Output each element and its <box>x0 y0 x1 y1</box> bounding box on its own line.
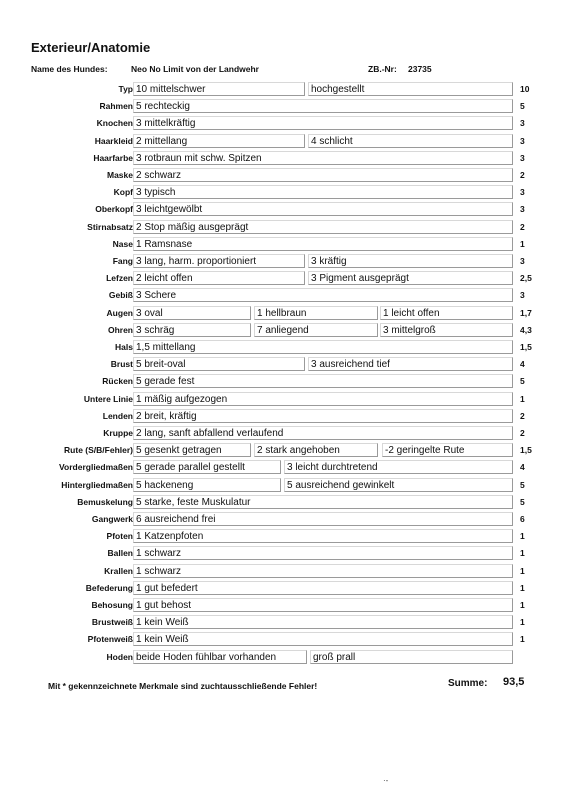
trait-value-field[interactable]: 1 hellbraun <box>254 306 378 320</box>
trait-score: 3 <box>520 204 525 214</box>
trait-row <box>0 151 566 167</box>
trait-row <box>0 220 566 236</box>
trait-row <box>0 323 566 339</box>
zb-number-value: 23735 <box>408 64 432 74</box>
trait-label: Hoden <box>106 652 133 662</box>
trait-value-field[interactable]: 3 Schere <box>133 288 513 302</box>
trait-score: 3 <box>520 153 525 163</box>
page-title: Exterieur/Anatomie <box>31 40 151 55</box>
trait-label: Krallen <box>104 566 133 576</box>
trait-label: Ohren <box>107 325 133 335</box>
trait-label: Pfotenweiß <box>87 634 133 644</box>
trait-label: Gangwerk <box>91 514 133 524</box>
trait-score: 4 <box>520 359 525 369</box>
trait-score: 1 <box>520 617 525 627</box>
trait-value-field[interactable]: 5 hackeneng <box>133 478 281 492</box>
trait-value-field[interactable]: 5 gerade parallel gestellt <box>133 460 281 474</box>
trait-row <box>0 512 566 528</box>
trait-score: 4,3 <box>520 325 532 335</box>
trait-label: Hals <box>115 342 133 352</box>
trait-value-field[interactable]: 5 gerade fest <box>133 374 513 388</box>
trait-label: Untere Linie <box>83 394 133 404</box>
trait-row <box>0 202 566 218</box>
trait-label: Kopf <box>113 187 133 197</box>
trait-value-field[interactable]: 3 leichtgewölbt <box>133 202 513 216</box>
trait-label: Befederung <box>85 583 133 593</box>
trait-row <box>0 374 566 390</box>
dog-name-label: Name des Hundes: <box>31 64 108 74</box>
trait-label: Haarfarbe <box>93 153 133 163</box>
trait-row <box>0 598 566 614</box>
trait-score: 3 <box>520 290 525 300</box>
trait-label: Brust <box>110 359 133 369</box>
trait-score: 3 <box>520 118 525 128</box>
trait-label: Kruppe <box>103 428 133 438</box>
trait-value-field[interactable]: 2 mittellang <box>133 134 305 148</box>
trait-value-field[interactable]: 3 oval <box>133 306 251 320</box>
trait-row <box>0 564 566 580</box>
trait-value-field[interactable]: 10 mittelschwer <box>133 82 305 96</box>
trait-value-field[interactable]: 3 lang, harm. proportioniert <box>133 254 305 268</box>
trait-row <box>0 426 566 442</box>
sum-value: 93,5 <box>503 676 525 688</box>
trait-score: 5 <box>520 376 525 386</box>
trait-score: 1 <box>520 634 525 644</box>
trait-row <box>0 82 566 98</box>
trait-score: 5 <box>520 497 525 507</box>
trait-score: 5 <box>520 101 525 111</box>
trait-row <box>0 340 566 356</box>
trait-row <box>0 357 566 373</box>
trait-label: Brustweiß <box>91 617 133 627</box>
trait-value-field[interactable]: 3 leicht durchtretend <box>284 460 513 474</box>
trait-label: Fang <box>112 256 133 266</box>
trait-value-field[interactable]: 2 leicht offen <box>133 271 305 285</box>
trait-label: Pfoten <box>106 531 133 541</box>
trait-value-field[interactable]: 1 mäßig aufgezogen <box>133 392 513 406</box>
trait-row <box>0 632 566 648</box>
trait-score: 2 <box>520 428 525 438</box>
trait-row <box>0 116 566 132</box>
trait-value-field[interactable]: 1 Ramsnase <box>133 237 513 251</box>
trait-value-field[interactable]: 1 gut befedert <box>133 581 513 595</box>
trait-row <box>0 271 566 287</box>
trait-row <box>0 288 566 304</box>
trait-value-field[interactable]: 2 Stop mäßig ausgeprägt <box>133 220 513 234</box>
trait-value-field[interactable]: 2 breit, kräftig <box>133 409 513 423</box>
trait-value-field[interactable]: 1 schwarz <box>133 546 513 560</box>
trait-row <box>0 495 566 511</box>
trait-value-field[interactable]: 3 mittelkräftig <box>133 116 513 130</box>
trait-value-field[interactable]: 3 schräg <box>133 323 251 337</box>
trait-score: 1,5 <box>520 342 532 352</box>
trait-label: Oberkopf <box>95 204 133 214</box>
trait-label: Haarkleid <box>94 136 133 146</box>
trait-score: 10 <box>520 84 530 94</box>
dog-name-value: Neo No Limit von der Landwehr <box>131 64 259 74</box>
trait-score: 1,5 <box>520 445 532 455</box>
trait-value-field[interactable]: 3 mittelgroß <box>380 323 513 337</box>
trait-row <box>0 168 566 184</box>
trait-score: 2,5 <box>520 273 532 283</box>
trait-value-field[interactable]: 3 typisch <box>133 185 513 199</box>
trait-score: 3 <box>520 187 525 197</box>
trait-row <box>0 546 566 562</box>
trait-row <box>0 237 566 253</box>
trait-value-field[interactable]: 1 Katzenpfoten <box>133 529 513 543</box>
trait-label: Augen <box>106 308 133 318</box>
trait-row <box>0 392 566 408</box>
trait-label: Knochen <box>96 118 133 128</box>
trait-score: 5 <box>520 480 525 490</box>
trait-row <box>0 581 566 597</box>
trait-label: Typ <box>118 84 133 94</box>
trait-row <box>0 460 566 476</box>
trait-row <box>0 409 566 425</box>
trait-value-field[interactable]: 1,5 mittellang <box>133 340 513 354</box>
trait-score: 3 <box>520 256 525 266</box>
trait-value-field[interactable]: 6 ausreichend frei <box>133 512 513 526</box>
trait-score: 4 <box>520 462 525 472</box>
trait-value-field[interactable]: 5 rechteckig <box>133 99 513 113</box>
trait-row <box>0 443 566 459</box>
trait-label: Rücken <box>102 376 133 386</box>
trait-score: 1 <box>520 583 525 593</box>
trait-row <box>0 185 566 201</box>
trait-label: Lenden <box>102 411 133 421</box>
trait-value-field[interactable]: 3 Pigment ausgeprägt <box>308 271 513 285</box>
trait-score: 2 <box>520 411 525 421</box>
trait-score: 3 <box>520 136 525 146</box>
trait-label: Ballen <box>107 548 133 558</box>
trait-score: 1 <box>520 600 525 610</box>
trait-value-field[interactable]: 2 schwarz <box>133 168 513 182</box>
trait-value-field[interactable]: groß prall <box>310 650 513 664</box>
trait-score: 1 <box>520 531 525 541</box>
trait-row <box>0 650 566 666</box>
trait-value-field[interactable]: 1 leicht offen <box>380 306 513 320</box>
trait-value-field[interactable]: 5 starke, feste Muskulatur <box>133 495 513 509</box>
trait-value-field[interactable]: beide Hoden fühlbar vorhanden <box>133 650 307 664</box>
trait-label: Gebiß <box>108 290 133 300</box>
trait-score: 2 <box>520 170 525 180</box>
trait-label: Maske <box>107 170 133 180</box>
trait-value-field[interactable]: 5 ausreichend gewinkelt <box>284 478 513 492</box>
zb-number-label: ZB.-Nr: <box>368 64 397 74</box>
scan-mark: ·- <box>383 776 389 785</box>
trait-label: Hintergliedmaßen <box>61 480 133 490</box>
trait-value-field[interactable]: -2 geringelte Rute <box>382 443 513 457</box>
trait-score: 6 <box>520 514 525 524</box>
trait-row <box>0 478 566 494</box>
trait-label: Bemuskelung <box>77 497 133 507</box>
trait-label: Vordergliedmaßen <box>59 462 133 472</box>
trait-value-field[interactable]: hochgestellt <box>308 82 513 96</box>
trait-value-field[interactable]: 1 schwarz <box>133 564 513 578</box>
trait-row <box>0 529 566 545</box>
trait-label: Nase <box>112 239 133 249</box>
footer-note: Mit * gekennzeichnete Merkmale sind zuchtausschließende Fehler! <box>48 681 318 691</box>
trait-value-field[interactable]: 4 schlicht <box>308 134 513 148</box>
trait-value-field[interactable]: 5 breit-oval <box>133 357 305 371</box>
trait-value-field[interactable]: 3 rotbraun mit schw. Spitzen <box>133 151 513 165</box>
trait-value-field[interactable]: 1 kein Weiß <box>133 632 513 646</box>
trait-score: 1 <box>520 548 525 558</box>
trait-score: 1,7 <box>520 308 532 318</box>
trait-label: Behosung <box>91 600 133 610</box>
trait-row <box>0 254 566 270</box>
trait-value-field[interactable]: 3 kräftig <box>308 254 513 268</box>
trait-value-field[interactable]: 3 ausreichend tief <box>308 357 513 371</box>
trait-score: 1 <box>520 239 525 249</box>
trait-score: 1 <box>520 394 525 404</box>
trait-value-field[interactable]: 2 lang, sanft abfallend verlaufend <box>133 426 513 440</box>
trait-label: Stirnabsatz <box>87 222 133 232</box>
trait-value-field[interactable]: 1 kein Weiß <box>133 615 513 629</box>
trait-row <box>0 306 566 322</box>
trait-row <box>0 615 566 631</box>
trait-score: 1 <box>520 566 525 576</box>
trait-score: 2 <box>520 222 525 232</box>
trait-value-field[interactable]: 5 gesenkt getragen <box>133 443 251 457</box>
trait-value-field[interactable]: 2 stark angehoben <box>254 443 378 457</box>
trait-value-field[interactable]: 1 gut behost <box>133 598 513 612</box>
sum-label: Summe: <box>448 678 488 689</box>
trait-label: Rute (S/B/Fehler) <box>64 445 133 455</box>
trait-label: Lefzen <box>106 273 133 283</box>
trait-value-field[interactable]: 7 anliegend <box>254 323 378 337</box>
trait-row <box>0 134 566 150</box>
trait-label: Rahmen <box>99 101 133 111</box>
trait-row <box>0 99 566 115</box>
